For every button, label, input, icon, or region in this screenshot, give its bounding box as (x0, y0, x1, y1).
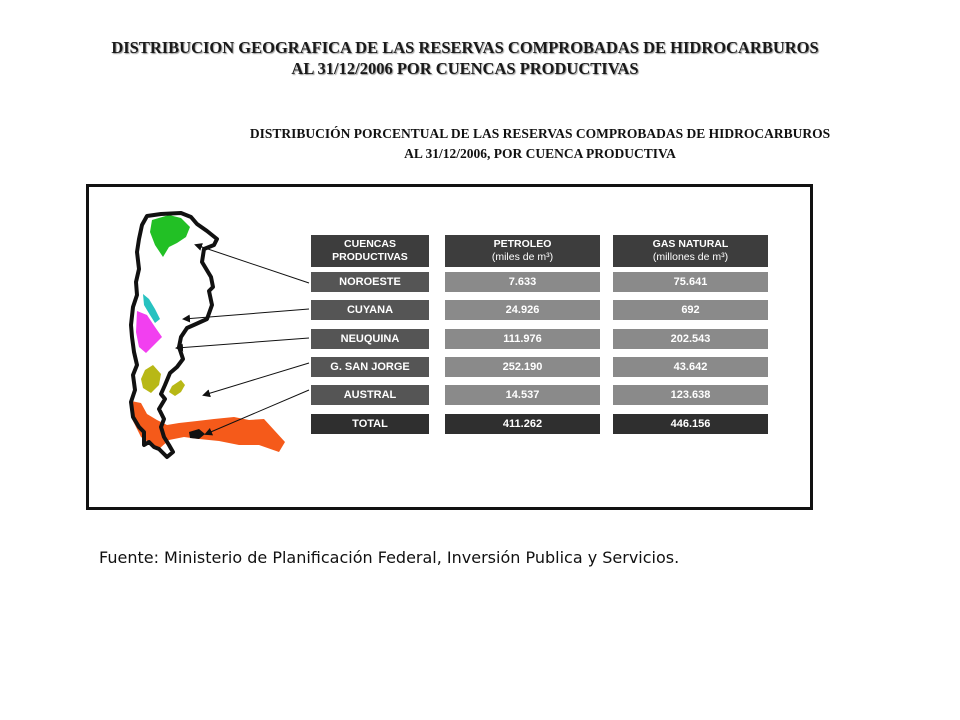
row-cuenca-san-jorge: G. SAN JORGE (311, 357, 429, 377)
row-cuenca-cuyana: CUYANA (311, 300, 429, 320)
header-petroleo-label: PETROLEO (493, 238, 552, 250)
row-cuenca-noroeste: NOROESTE (311, 272, 429, 292)
arrow-neuquina (177, 338, 309, 348)
main-title-line2: AL 31/12/2006 POR CUENCAS PRODUCTIVAS (291, 59, 639, 78)
header-petroleo (445, 235, 600, 267)
row-gas-san-jorge: 43.642 (613, 357, 768, 377)
arrow-cuyana (184, 309, 309, 319)
header-gas-unit: (millones de m³) (652, 251, 729, 263)
basin-san-jorge (141, 365, 161, 393)
source-note: Fuente: Ministerio de Planificación Federal, Inversión Publica y Servicios. (99, 548, 680, 567)
basin-san-jorge-east (169, 380, 185, 396)
header-petroleo-unit: (miles de m³) (491, 251, 554, 263)
header-gas-label: GAS NATURAL (652, 238, 729, 250)
subtitle-line2: AL 31/12/2006, POR CUENCA PRODUCTIVA (404, 146, 676, 161)
row-petroleo-noroeste: 7.633 (445, 272, 600, 292)
row-petroleo-san-jorge: 252.190 (445, 357, 600, 377)
subtitle (160, 124, 920, 164)
total-petroleo: 411.262 (445, 414, 600, 434)
row-petroleo-austral: 14.537 (445, 385, 600, 405)
row-gas-noroeste: 75.641 (613, 272, 768, 292)
reserves-panel (86, 184, 813, 510)
row-cuenca-austral: AUSTRAL (311, 385, 429, 405)
row-petroleo-neuquina: 111.976 (445, 329, 600, 349)
total-gas: 446.156 (613, 414, 768, 434)
header-gas (613, 235, 768, 267)
subtitle-line1: DISTRIBUCIÓN PORCENTUAL DE LAS RESERVAS COMPROBADAS DE HIDROCARBUROS (249, 126, 831, 141)
header-cuencas-line1: CUENCAS (344, 238, 396, 250)
basin-noroeste (150, 215, 190, 257)
arrow-san-jorge (204, 363, 309, 395)
total-label: TOTAL (311, 414, 429, 434)
main-title (0, 37, 930, 79)
row-petroleo-cuyana: 24.926 (445, 300, 600, 320)
main-title-line1: DISTRIBUCION GEOGRAFICA DE LAS RESERVAS COMPROBADAS DE HIDROCARBUROS (111, 38, 819, 57)
header-cuencas-line2: PRODUCTIVAS (332, 251, 408, 263)
header-cuencas (311, 235, 429, 267)
row-gas-neuquina: 202.543 (613, 329, 768, 349)
row-gas-cuyana: 692 (613, 300, 768, 320)
row-gas-austral: 123.638 (613, 385, 768, 405)
row-cuenca-neuquina: NEUQUINA (311, 329, 429, 349)
